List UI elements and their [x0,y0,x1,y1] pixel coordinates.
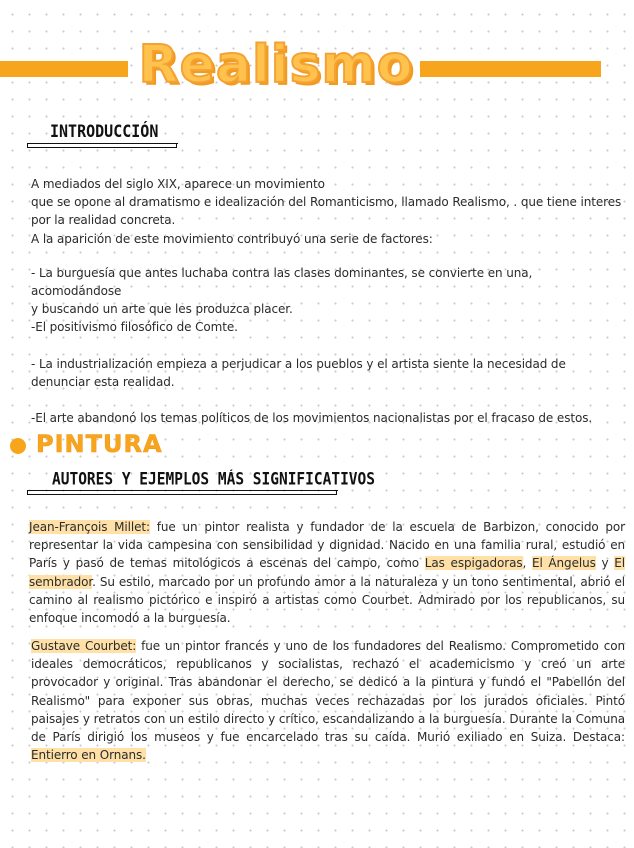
work-entierro-en-ornans: Entierro en Ornans. [31,748,146,763]
factor-line: -El positivismo filosófico de Comte. [31,320,238,334]
author-name-millet: Jean-François Millet: [29,520,150,534]
author-name-courbet: Gustave Courbet: [31,639,137,653]
title-bar-left [0,61,128,77]
work-las-espigadoras: Las espigadoras [424,556,523,571]
authors-heading-underline [27,490,337,495]
intro-line: A la aparición de este movimiento contribuyó una serie de factores: [31,231,433,246]
section-bullet-icon [10,438,26,454]
intro-text [31,175,626,248]
factor-burguesia [31,264,626,319]
courbet-text: fue un pintor francés y uno de los fundadores del Realismo. Comprometido con ideales democráticos, republicanos y socialistas, rechazó el academicismo y creó un arte provocador y original. Tras abandonar el derecho, se dedicó a la pintura y fundó el "Pabellón del Realismo" para exponer sus obras, muchas veces rechazadas por los jurados oficiales. Pintó paisajes y retratos con un estilo directo y crítico, escandalizando a la burguesía. Durante la Comuna de París dirigió los museos y fue encarcelado tras su caída. Murió exiliado en Suiza. Destaca: [31,639,626,745]
factor-arte [31,409,629,427]
factor-line: - La burguesía que antes luchaba contra las clases dominantes, se convierte en una, acomodándose [31,266,533,299]
intro-heading: INTRODUCCIÓN [50,120,159,142]
separator: , [522,556,532,571]
millet-text: . Su estilo, marcado por un profundo amor a la naturaleza y un tono sentimental, abrió el camino al realismo pictórico e inspiró a artistas como Courbet. Admirado por los republicanos, su enfoque incomodó a la burguesía. [29,574,625,626]
factor-industrializacion [31,355,626,391]
factor-line: -El arte abandonó los temas políticos de los movimientos nacionalistas por el fracaso de estos. [31,411,593,425]
intro-line: que se opone al dramatismo e idealización del Romanticismo, llamado Realismo, . que tiene interes [31,195,622,210]
section-title-pintura: PINTURA [36,430,163,458]
millet-text: fue un pintor realista y fundador de la escuela de Barbizon, conocido por representar la vida campesina con sensibilidad y dignidad. Nacido en una familia rural, estudió en París y pasó de temas mitológicos a escenas del campo, como [29,520,626,571]
factor-line: - La industrialización empieza a perjudicar a los pueblos y el artista siente la necesidad de [31,357,566,371]
factor-line: denunciar esta realidad. [31,375,175,390]
work-el-sembrador: El sembrador [29,556,625,589]
intro-line: por la realidad concreta. [31,213,176,228]
separator: y [595,556,615,571]
factor-positivismo [31,318,626,336]
intro-heading-underline [27,143,177,148]
authors-heading: AUTORES Y EJEMPLOS MÁS SIGNIFICATIVOS [52,470,376,490]
page-title: Realismo [138,35,414,95]
factor-line: y buscando un arte que les produzca placer. [31,302,293,317]
courbet-paragraph [31,637,625,764]
millet-paragraph [29,518,625,627]
intro-line: A mediados del siglo XIX, aparece un movimiento [31,177,325,191]
title-bar-right [420,61,601,77]
work-el-angelus: El Ángelus [531,556,596,571]
